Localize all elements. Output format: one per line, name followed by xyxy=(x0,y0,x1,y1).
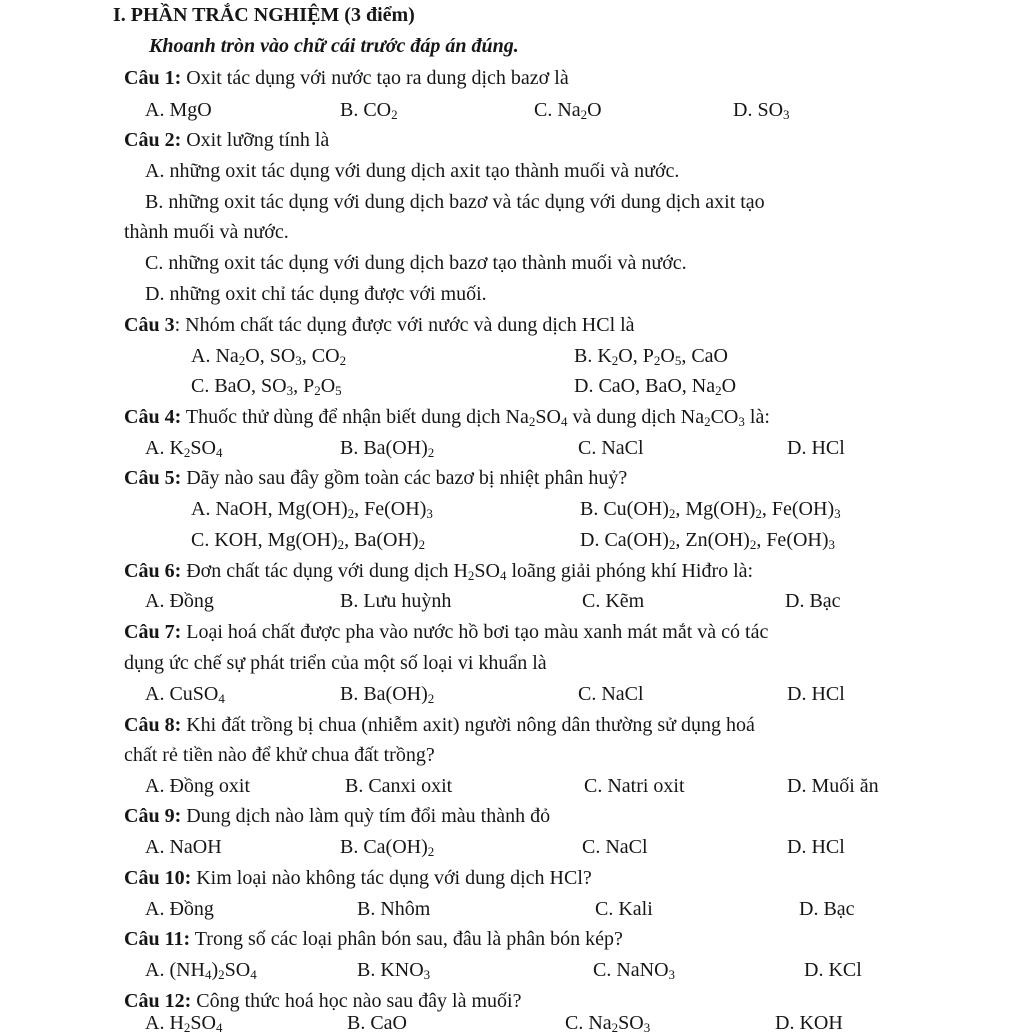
q12-option-c[interactable]: C. $Na_2SO_3$ xyxy=(565,1012,651,1035)
q7-option-d[interactable]: D. HCl xyxy=(787,683,845,705)
q8-option-a[interactable]: A. Đồng oxit xyxy=(145,775,250,797)
q2-option-b[interactable]: B. những oxit tác dụng với dung dịch bazơ và tác dụng với dung dịch axit tạo xyxy=(145,191,765,213)
q9-option-d[interactable]: D. HCl xyxy=(787,836,845,858)
q4-option-b[interactable]: B. $Ba(OH)_2$ xyxy=(340,437,435,460)
question-9: Câu 9: Dung dịch nào làm quỳ tím đổi màu thành đỏ xyxy=(124,805,551,827)
question-10: Câu 10: Kim loại nào không tác dụng với dung dịch HCl? xyxy=(124,867,592,889)
q2-option-c[interactable]: C. những oxit tác dụng với dung dịch bazơ tạo thành muối và nước. xyxy=(145,252,687,274)
q8-option-b[interactable]: B. Canxi oxit xyxy=(345,775,453,797)
q4-option-d[interactable]: D. HCl xyxy=(787,437,845,459)
q8-option-d[interactable]: D. Muối ăn xyxy=(787,775,879,797)
q11-option-d[interactable]: D. KCl xyxy=(804,959,862,981)
q5-option-c[interactable]: C. KOH, $Mg(OH)_2$, $Ba(OH)_2$ xyxy=(191,529,426,552)
q5-option-b[interactable]: B. $Cu(OH)_2$, $Mg(OH)_2$, $Fe(OH)_3$ xyxy=(580,498,841,521)
question-4: Câu 4: Thuốc thử dùng để nhận biết dung dịch $Na_2SO_4$ và dung dịch $Na_2CO_3$ là: xyxy=(124,406,770,429)
q11-option-c[interactable]: C. NaNO$_3$ xyxy=(593,959,676,982)
q10-option-c[interactable]: C. Kali xyxy=(595,898,653,920)
question-1: Câu 1: Oxit tác dụng với nước tạo ra dung dịch bazơ là xyxy=(124,67,569,89)
question-6: Câu 6: Đơn chất tác dụng với dung dịch $H_2SO_4$ loãng giải phóng khí Hiđro là: xyxy=(124,560,754,583)
q4-option-a[interactable]: A. $K_2SO_4$ xyxy=(145,437,223,460)
question-12: Câu 12: Công thức hoá học nào sau đây là muối? xyxy=(124,990,522,1012)
q5-option-d[interactable]: D. $Ca(OH)_2$, $Zn(OH)_2$, $Fe(OH)_3$ xyxy=(580,529,836,552)
section-title: I. PHẦN TRẮC NGHIỆM (3 điểm) xyxy=(113,4,415,26)
q1-option-d[interactable]: D. $SO_3$ xyxy=(733,99,790,122)
q3-option-c[interactable]: C. BaO, $SO_3$, $P_2O_5$ xyxy=(191,375,342,398)
question-8-continued: chất rẻ tiền nào để khử chua đất trồng? xyxy=(124,744,435,766)
q1-option-a[interactable]: A. MgO xyxy=(145,99,212,121)
q6-option-c[interactable]: C. Kẽm xyxy=(582,590,645,612)
q1-option-b[interactable]: B. $CO_2$ xyxy=(340,99,398,122)
q2-option-a[interactable]: A. những oxit tác dụng với dung dịch axit tạo thành muối và nước. xyxy=(145,160,680,182)
q4-option-c[interactable]: C. NaCl xyxy=(578,437,644,459)
q12-option-b[interactable]: B. CaO xyxy=(347,1012,407,1034)
q10-option-d[interactable]: D. Bạc xyxy=(799,898,855,920)
q12-option-a[interactable]: A. $H_2SO_4$ xyxy=(145,1012,223,1035)
q9-option-a[interactable]: A. NaOH xyxy=(145,836,222,858)
question-7: Câu 7: Loại hoá chất được pha vào nước hồ bơi tạo màu xanh mát mắt và có tác xyxy=(124,621,769,643)
q11-option-a[interactable]: A. $(NH_4)_2SO_4$ xyxy=(145,959,257,982)
q8-option-c[interactable]: C. Natri oxit xyxy=(584,775,685,797)
q9-option-c[interactable]: C. NaCl xyxy=(582,836,648,858)
question-11: Câu 11: Trong số các loại phân bón sau, đâu là phân bón kép? xyxy=(124,928,623,950)
q12-option-d[interactable]: D. KOH xyxy=(775,1012,843,1034)
q11-option-b[interactable]: B. $KNO_3$ xyxy=(357,959,431,982)
question-8: Câu 8: Khi đất trồng bị chua (nhiễm axit) người nông dân thường sử dụng hoá xyxy=(124,714,755,736)
q10-option-b[interactable]: B. Nhôm xyxy=(357,898,431,920)
q6-option-d[interactable]: D. Bạc xyxy=(785,590,841,612)
q5-option-a[interactable]: A. NaOH, $Mg(OH)_2$, $Fe(OH)_3$ xyxy=(191,498,433,521)
q7-option-c[interactable]: C. NaCl xyxy=(578,683,644,705)
q10-option-a[interactable]: A. Đồng xyxy=(145,898,214,920)
q6-option-a[interactable]: A. Đồng xyxy=(145,590,214,612)
q9-option-b[interactable]: B. $Ca(OH)_2$ xyxy=(340,836,435,859)
q7-option-a[interactable]: A. CuSO$_4$ xyxy=(145,683,225,706)
q6-option-b[interactable]: B. Lưu huỳnh xyxy=(340,590,452,612)
question-3: Câu 3: Nhóm chất tác dụng được với nước và dung dịch HCl là xyxy=(124,314,635,336)
q2-option-b-continued: thành muối và nước. xyxy=(124,221,289,243)
question-7-continued: dụng ức chế sự phát triển của một số loại vi khuẩn là xyxy=(124,652,547,674)
q3-option-a[interactable]: A. $Na_2O$, $SO_3$, $CO_2$ xyxy=(191,345,347,368)
instruction: Khoanh tròn vào chữ cái trước đáp án đúng. xyxy=(149,35,519,57)
q3-option-b[interactable]: B. $K_2O$, $P_2O_5$, CaO xyxy=(574,345,728,368)
q7-option-b[interactable]: B. $Ba(OH)_2$ xyxy=(340,683,435,706)
q3-option-d[interactable]: D. CaO, BaO, $Na_2O$ xyxy=(574,375,737,398)
question-2: Câu 2: Oxit lưỡng tính là xyxy=(124,129,330,151)
question-5: Câu 5: Dãy nào sau đây gồm toàn các bazơ bị nhiệt phân huỷ? xyxy=(124,467,628,489)
q1-option-c[interactable]: C. $Na_2O$ xyxy=(534,99,602,122)
q2-option-d[interactable]: D. những oxit chỉ tác dụng được với muối. xyxy=(145,283,487,305)
